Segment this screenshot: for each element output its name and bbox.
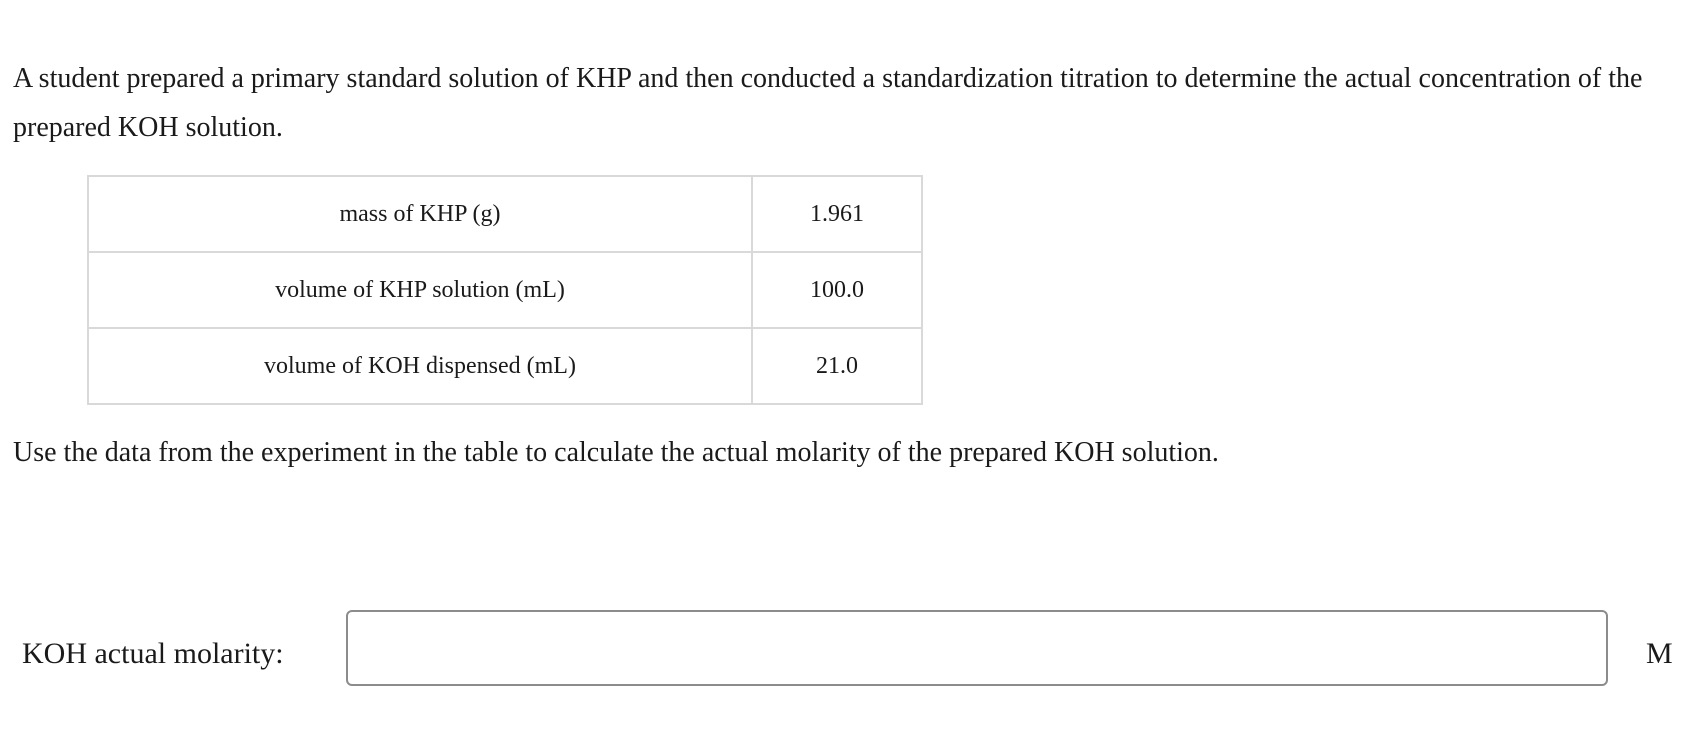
table-row [88, 328, 922, 404]
row-value: 1.961 [752, 176, 922, 252]
question-instruction: Use the data from the experiment in the table to calculate the actual molarity of the prepared KOH solution. [13, 437, 1219, 468]
experiment-data-table [87, 175, 923, 405]
table-row [88, 252, 922, 328]
row-label: mass of KHP (g) [88, 176, 752, 252]
molarity-input[interactable] [346, 610, 1608, 686]
row-value: 21.0 [752, 328, 922, 404]
unit-label: M [1646, 637, 1673, 670]
row-value: 100.0 [752, 252, 922, 328]
molarity-label: KOH actual molarity: [22, 637, 284, 670]
row-label: volume of KHP solution (mL) [88, 252, 752, 328]
question-intro: A student prepared a primary standard solution of KHP and then conducted a standardization titration to determine the actual concentration of the prepared KOH solution. [13, 63, 1643, 143]
table-row [88, 176, 922, 252]
row-label: volume of KOH dispensed (mL) [88, 328, 752, 404]
